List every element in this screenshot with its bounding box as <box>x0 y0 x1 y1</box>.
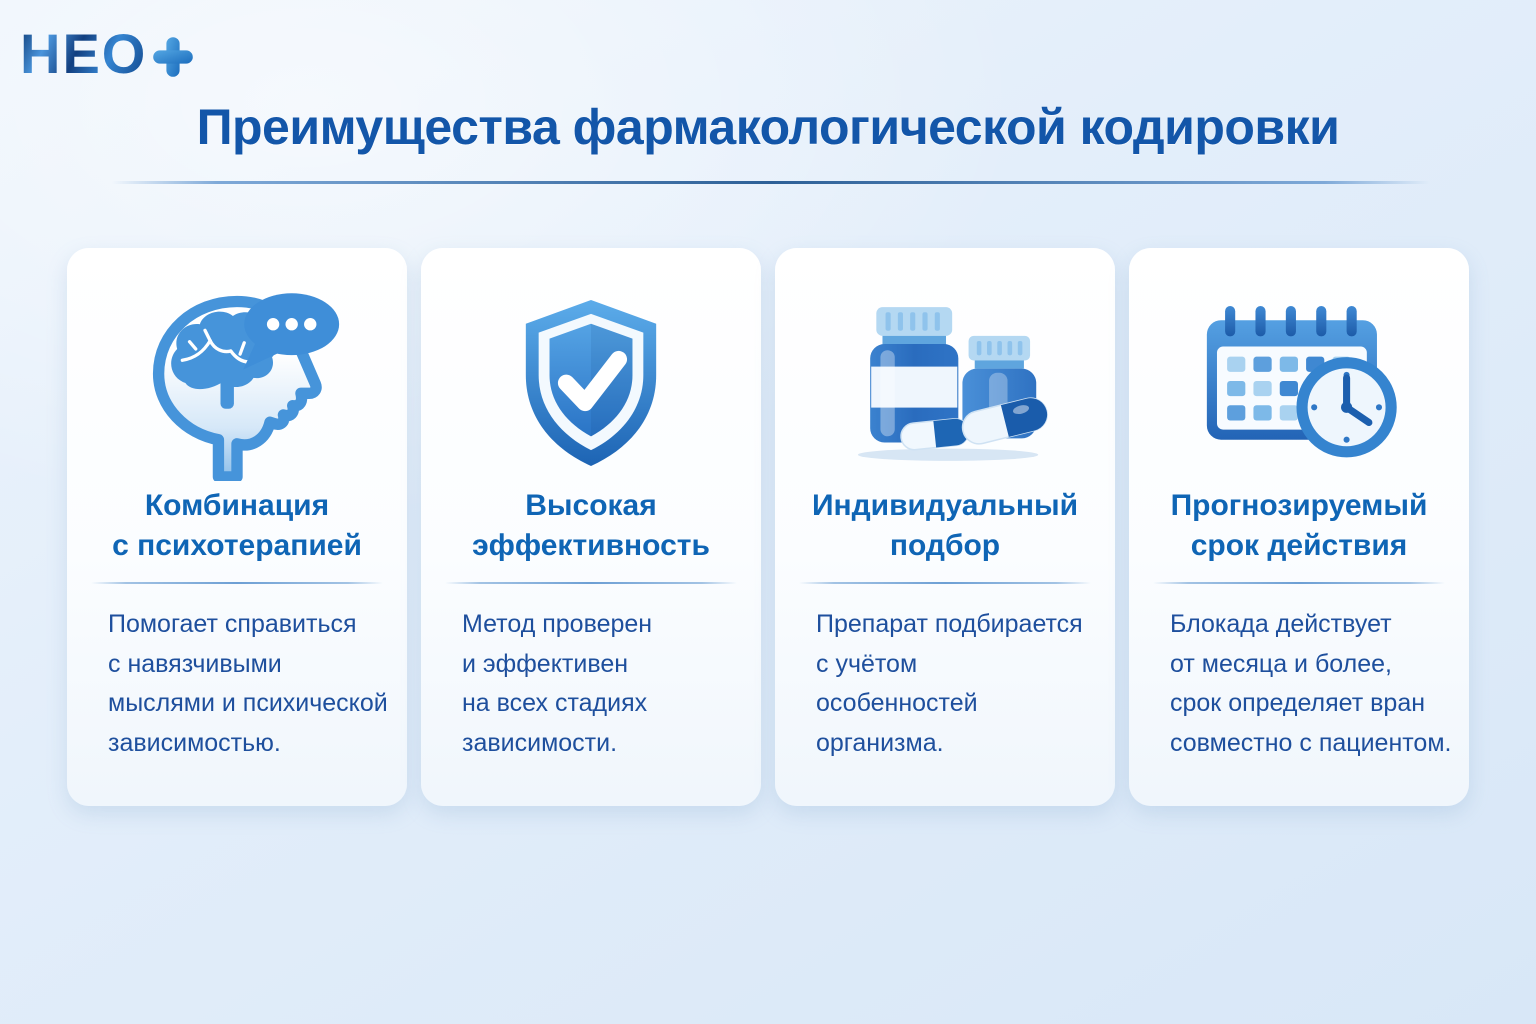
card-icon <box>67 282 407 484</box>
calendar-clock-icon <box>1192 302 1406 464</box>
card-body <box>421 605 761 763</box>
cards-row <box>67 248 1469 806</box>
card-body-line: Помогает справиться <box>108 610 357 639</box>
card-body-line: Блокада действует <box>1170 610 1392 639</box>
card-icon <box>1129 282 1469 484</box>
card-title-line: эффективность <box>472 528 710 562</box>
card-title-line: подбор <box>889 528 1001 562</box>
card-divider <box>445 582 737 584</box>
plus-icon <box>151 35 195 79</box>
head-brain-speech-icon <box>123 285 351 481</box>
logo <box>20 22 195 85</box>
card-divider <box>1153 582 1445 584</box>
shield-checkmark-icon <box>512 294 670 472</box>
card-body-line: на всех стадиях <box>462 689 648 718</box>
card-title-line: срок действия <box>1190 528 1408 562</box>
card-body-line: от месяца и более, <box>1170 649 1392 678</box>
card-title-line: с психотерапией <box>112 528 362 562</box>
card-body <box>67 605 407 763</box>
card-body <box>775 605 1115 763</box>
card-icon <box>421 282 761 484</box>
card-body-line: зависимостью. <box>108 728 281 757</box>
benefit-card <box>67 248 407 806</box>
card-body-line: срок определяет вран <box>1170 689 1426 718</box>
card-body-line: совместно с пациентом. <box>1170 728 1452 757</box>
medicine-bottles-icon <box>837 301 1053 465</box>
card-title <box>472 486 710 565</box>
card-body-line: мыслями и психической <box>108 689 388 718</box>
card-icon <box>775 282 1115 484</box>
card-title-line: Высокая <box>525 489 657 522</box>
title-underline <box>112 181 1430 184</box>
card-title <box>112 486 362 565</box>
card-body-line: особенностей организма. <box>816 689 978 757</box>
card-title-line: Комбинация <box>144 489 330 522</box>
card-title <box>812 486 1078 565</box>
logo-text: НЕО <box>20 22 148 85</box>
page-title: Преимущества фармакологической кодировки <box>196 99 1340 155</box>
card-body-line: с учётом <box>816 649 918 678</box>
benefit-card <box>775 248 1115 806</box>
card-title <box>1171 486 1428 565</box>
card-divider <box>799 582 1091 584</box>
card-title-line: Прогнозируемый <box>1170 489 1428 522</box>
card-divider <box>91 582 383 584</box>
card-body-line: с навязчивыми <box>108 649 282 678</box>
card-body-line: Метод проверен <box>462 610 653 639</box>
benefit-card <box>1129 248 1469 806</box>
card-body-line: и эффективен <box>462 649 629 678</box>
benefit-card <box>421 248 761 806</box>
card-body <box>1129 605 1469 763</box>
card-body-line: зависимости. <box>462 728 618 757</box>
card-title-line: Индивидуальный <box>811 489 1079 522</box>
card-body-line: Препарат подбирается <box>816 610 1083 639</box>
